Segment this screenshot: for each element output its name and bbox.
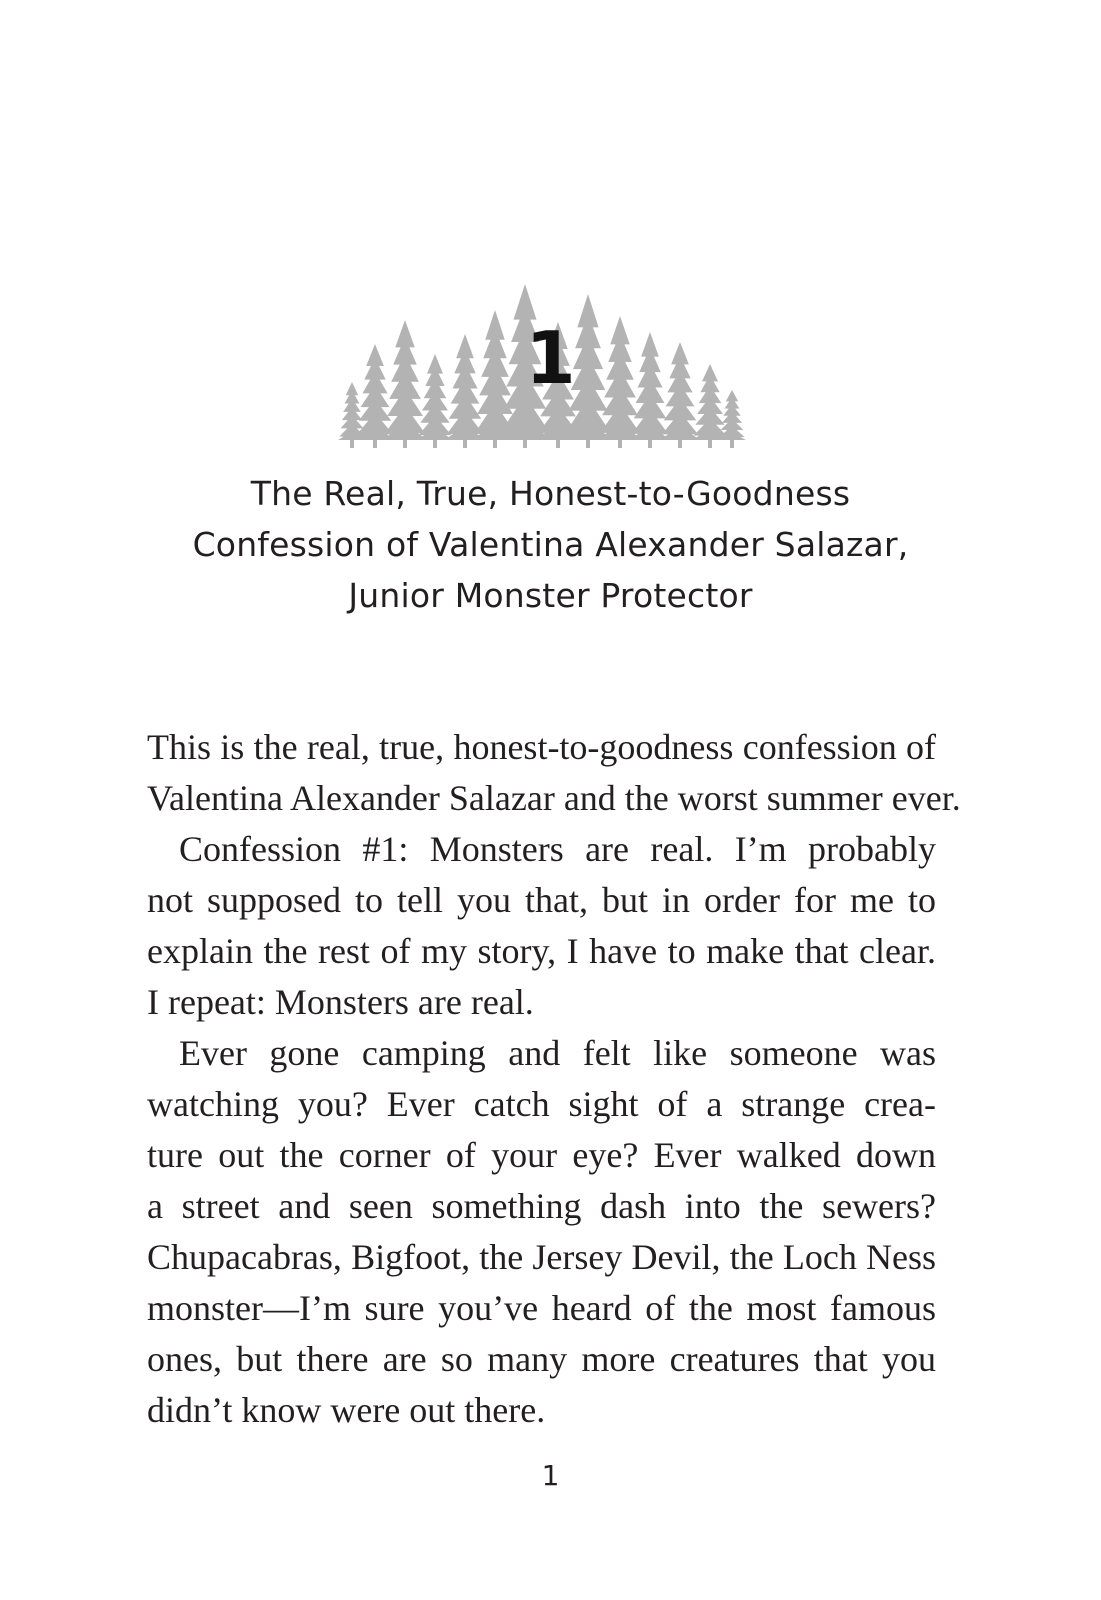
chapter-title-line: Junior Monster Protector — [348, 576, 753, 615]
pine-trunk-shape — [523, 438, 527, 448]
text-line: explain the rest of my story, I have to make that clear. — [147, 931, 936, 971]
pine-trunk-shape — [403, 438, 407, 448]
pine-trunk-shape — [586, 438, 590, 448]
chapter-number: 1 — [525, 316, 576, 400]
pine-trunk-shape — [618, 438, 622, 448]
pine-trunk-shape — [463, 438, 467, 448]
text-line: monster—I’m sure you’ve heard of the most famous — [147, 1288, 936, 1328]
text-line: Chupacabras, Bigfoot, the Jersey Devil, the Loch Ness — [147, 1237, 936, 1277]
text-line: I repeat: Monsters are real. — [147, 982, 534, 1022]
text-line: This is the real, true, honest-to-goodness confession of — [147, 727, 936, 767]
pine-trunk-shape — [678, 438, 682, 448]
text-line: Valentina Alexander Salazar and the worst summer ever. — [147, 778, 961, 818]
pine-trunk-shape — [730, 438, 734, 448]
text-line: Confession #1: Monsters are real. I’m probably — [179, 829, 936, 869]
text-line: Ever gone camping and felt like someone was — [179, 1033, 936, 1073]
chapter-title — [100, 468, 1001, 621]
chapter-title-line: Confession of Valentina Alexander Salazar, — [192, 525, 909, 564]
text-line: not supposed to tell you that, but in order for me to — [147, 880, 936, 920]
text-line: a street and seen something dash into the sewers? — [147, 1186, 936, 1226]
text-line: ones, but there are so many more creatures that you — [147, 1339, 936, 1379]
text-line: didn’t know were out there. — [147, 1390, 546, 1430]
pine-trunk-shape — [373, 438, 377, 448]
pine-trunk-shape — [493, 438, 497, 448]
pine-trunk-shape — [556, 438, 560, 448]
pine-trunk-shape — [433, 438, 437, 448]
page-number: 1 — [541, 1459, 560, 1492]
pine-trunk-shape — [708, 438, 712, 448]
pine-trunk-shape — [350, 438, 354, 448]
chapter-title-line: The Real, True, Honest-to-Goodness — [250, 474, 851, 513]
text-line: watching you? Ever catch sight of a strange crea- — [147, 1084, 936, 1124]
body-text — [147, 722, 961, 1436]
pine-trunk-shape — [648, 438, 652, 448]
text-line: ture out the corner of your eye? Ever walked down — [147, 1135, 936, 1175]
